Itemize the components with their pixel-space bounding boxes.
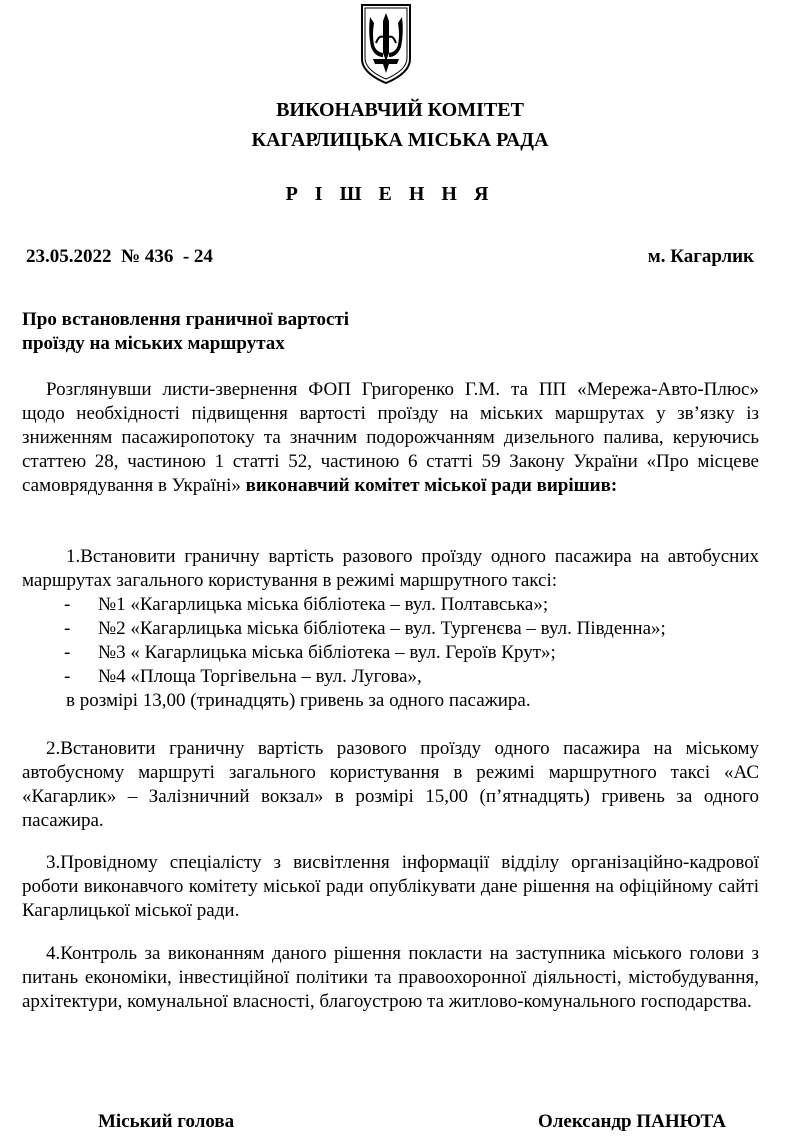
- list-item: [22, 641, 762, 665]
- subject-line-1: Про встановлення граничної вартості: [22, 309, 350, 330]
- decision-number: № 436 - 24: [121, 246, 213, 267]
- list-bullet: -: [64, 618, 71, 639]
- item-1-price: в розмірі 13,00 (тринадцять) гривень за одного пасажира.: [66, 690, 531, 711]
- list-item: [22, 617, 762, 641]
- route-3: №3 « Кагарлицька міська бібліотека – вул. Героїв Крут»;: [98, 642, 556, 663]
- intro-paragraph: [22, 378, 759, 498]
- item-1-paragraph: 1.Встановити граничну вартість разового проїзду одного пасажира на автобусних маршрутах загального користування в режимі маршрутного таксі:: [22, 546, 759, 591]
- list-bullet: -: [64, 594, 71, 615]
- route-2: №2 «Кагарлицька міська бібліотека – вул. Тургенєва – вул. Південна»;: [98, 618, 666, 639]
- item-4-paragraph: 4.Контроль за виконанням даного рішення покласти на заступника міського голови з питань економіки, інвестиційної політики та правоохоронної діяльності, містобудування, архітектури, комунальної власності, благоустрою та житлово-комунального господарства.: [22, 943, 759, 1012]
- intro-text: Розглянувши листи-звернення ФОП Григоренко Г.М. та ПП «Мережа-Авто-Плюс» щодо необхідності підвищення вартості проїзду на міських маршрутах у зв’язку із зниженням пасажиропотоку та значним подорожчанням дизельного палива, керуючись статтею 28, частиною 1 статті 52, частиною 6 статті 59 Закону України «Про місцеве самоврядування в Україні»: [22, 379, 759, 496]
- route-list: [22, 593, 762, 689]
- signatory-position: Міський голова: [98, 1111, 235, 1132]
- list-bullet: -: [64, 666, 71, 687]
- decision-date-number: [26, 245, 213, 269]
- subject-line-2: проїзду на міських маршрутах: [22, 333, 285, 354]
- council-title: КАГАРЛИЦЬКА МІСЬКА РАДА: [251, 129, 549, 151]
- list-item: [22, 593, 762, 617]
- route-1: №1 «Кагарлицька міська бібліотека – вул. Полтавська»;: [98, 594, 549, 615]
- list-bullet: -: [64, 642, 71, 663]
- document-type-title: Р І Ш Е Н Н Я: [285, 183, 495, 205]
- organization-title: ВИКОНАВЧИЙ КОМІТЕТ: [276, 99, 524, 121]
- signatory-name: Олександр ПАНЮТА: [537, 1111, 726, 1132]
- decision-date: 23.05.2022: [26, 246, 112, 267]
- item-3-paragraph: 3.Провідному спеціалісту з висвітлення інформації відділу організаційно-кадрової роботи виконавчого комітету міської ради опублікувати дане рішення на офіційному сайті Кагарлицької міської ради.: [22, 852, 759, 921]
- decision-subject: [22, 308, 522, 356]
- list-item: [22, 665, 762, 689]
- trident-coat-of-arms-icon: [359, 3, 413, 85]
- intro-resolution-phrase: виконавчий комітет міської ради вирішив:: [245, 475, 618, 496]
- route-4: №4 «Площа Торгівельна – вул. Лугова»,: [98, 666, 422, 687]
- decision-city: м. Кагарлик: [647, 246, 754, 267]
- item-2-paragraph: 2.Встановити граничну вартість разового проїзду одного пасажира на міському автобусному маршруті загального користування в режимі маршрутного таксі «АС «Кагарлик» – Залізничний вокзал» в розмірі 15,00 (п’ятнадцять) гривень за одного пасажира.: [22, 738, 759, 831]
